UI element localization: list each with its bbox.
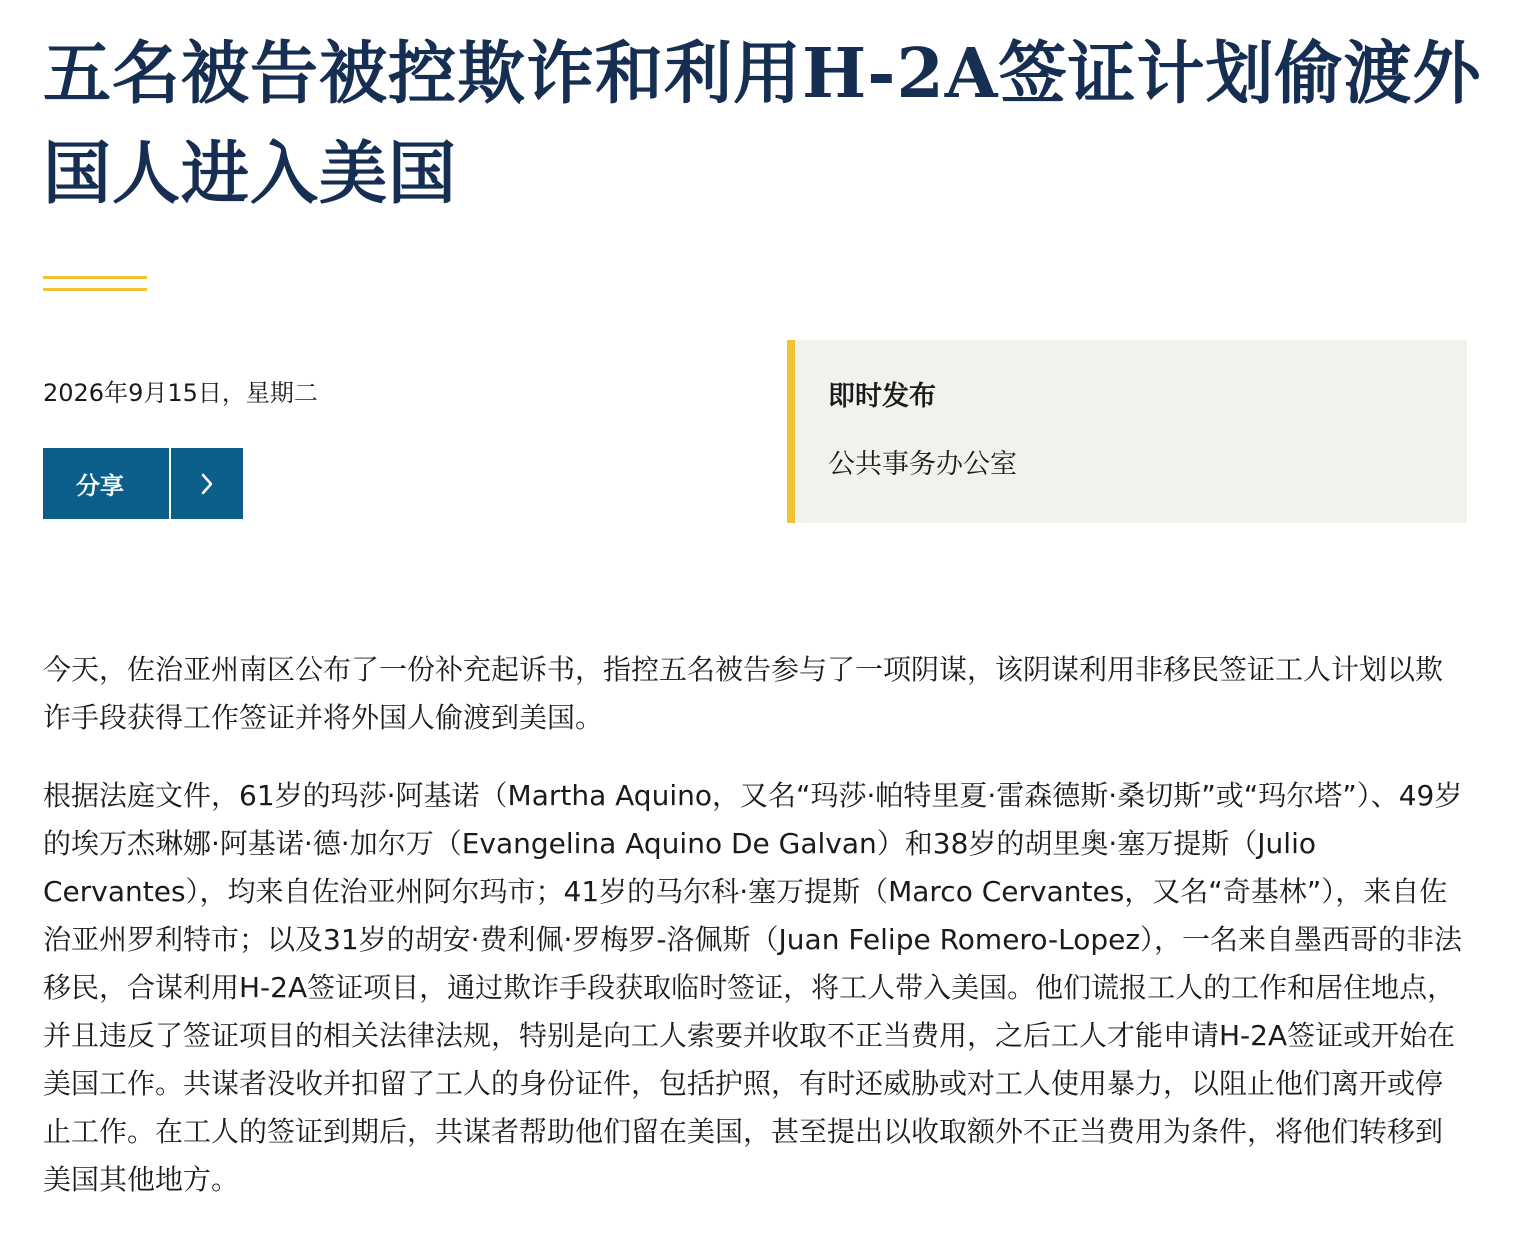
chevron-right-icon: [171, 472, 243, 496]
press-release-box: [787, 340, 1467, 523]
article-paragraph: 根据法庭文件，61岁的玛莎·阿基诺（Martha Aquino，又名“玛莎·帕特里夏·雷森德斯·桑切斯”或“玛尔塔”）、49岁的埃万杰琳娜·阿基诺·德·加尔万（Evangelina Aquino De Galvan）和38岁的胡里奥·塞万提斯（Julio Cervantes），均来自佐治亚州阿尔玛市；41岁的马尔科·塞万提斯（Marco Cervantes，又名“奇基林”），来自佐治亚州罗利特市；以及31岁的胡安·费利佩·罗梅罗-洛佩斯（Juan Felipe Romero-Lopez），一名来自墨西哥的非法移民，合谋利用H-2A签证项目，通过欺诈手段获取临时签证，将工人带入美国。他们谎报工人的工作和居住地点，并且违反了签证项目的相关法律法规，特别是向工人索要并收取不正当费用，之后工人才能申请H-2A签证或开始在美国工作。共谋者没收并扣留了工人的身份证件，包括护照，有时还威胁或对工人使用暴力，以阻止他们离开或停止工作。在工人的签证到期后，共谋者帮助他们留在美国，甚至提出以收取额外不正当费用为条件，将他们转移到美国其他地方。: [43, 779, 1463, 1196]
publish-date: 2026年9月15日，星期二: [43, 379, 318, 407]
underline-bar-top: [43, 276, 147, 279]
release-heading: 即时发布: [828, 381, 936, 412]
share-button[interactable]: [43, 448, 243, 519]
release-office: 公共事务办公室: [828, 449, 1017, 480]
article-body: [43, 646, 1468, 1234]
share-button-label: 分享: [76, 472, 124, 500]
article-paragraph: 今天，佐治亚州南区公布了一份补充起诉书，指控五名被告参与了一项阴谋，该阴谋利用非移民签证工人计划以欺诈手段获得工作签证并将外国人偷渡到美国。: [43, 653, 1444, 734]
underline-bar-bottom: [43, 288, 147, 291]
title-underline: [43, 276, 147, 292]
page-title: 五名被告被控欺诈和利用H-2A签证计划偷渡外国人进入美国: [43, 34, 1482, 214]
